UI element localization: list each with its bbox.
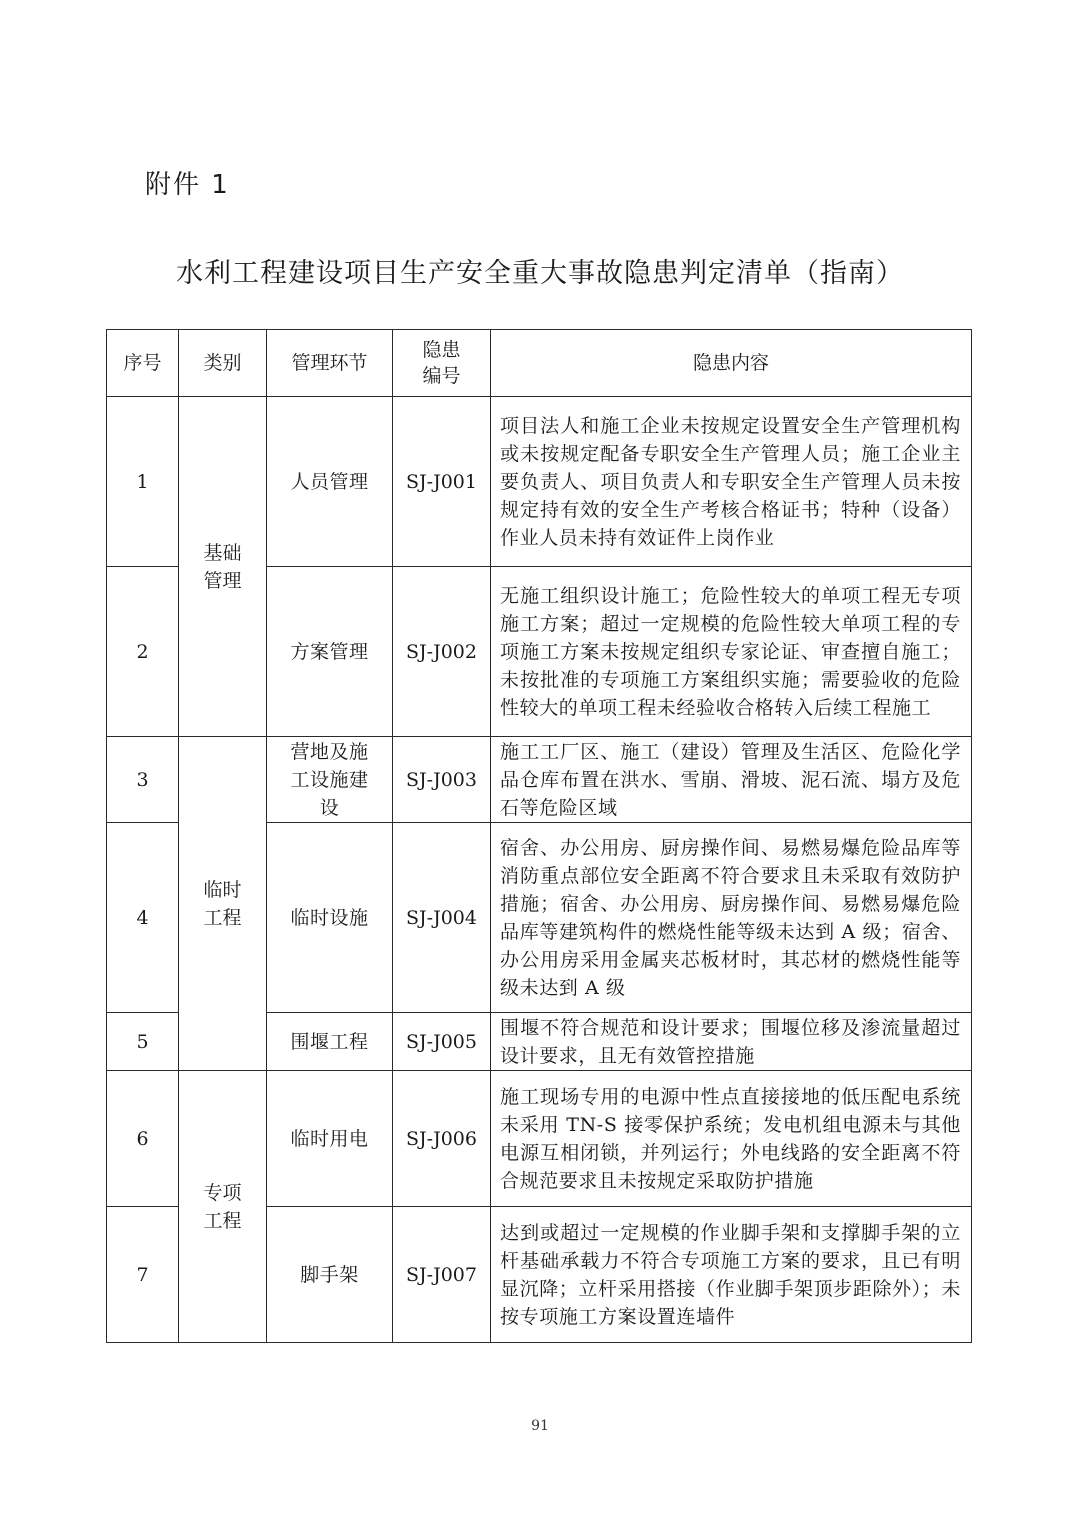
- header-code: [393, 330, 491, 397]
- row-code: SJ-J001: [393, 397, 491, 567]
- table-row: [107, 1071, 972, 1207]
- row-code: SJ-J005: [393, 1013, 491, 1071]
- row-no: 2: [107, 567, 179, 737]
- row-code: SJ-J002: [393, 567, 491, 737]
- header-no: 序号: [107, 330, 179, 397]
- row-code: SJ-J004: [393, 823, 491, 1013]
- row-code: SJ-J006: [393, 1071, 491, 1207]
- row-no: 6: [107, 1071, 179, 1207]
- row-content: 达到或超过一定规模的作业脚手架和支撑脚手架的立杆基础承载力不符合专项施工方案的要求，且已有明显沉降；立杆采用搭接（作业脚手架顶步距除外）；未按专项施工方案设置连墙件: [491, 1207, 972, 1343]
- table-row: [107, 397, 972, 567]
- row-no: 1: [107, 397, 179, 567]
- row-code: SJ-J003: [393, 737, 491, 823]
- table-header-row: [107, 330, 972, 397]
- row-content: 项目法人和施工企业未按规定设置安全生产管理机构或未按规定配备专职安全生产管理人员；施工企业主要负责人、项目负责人和专职安全生产管理人员未按规定持有效的安全生产考核合格证书；特种（设备）作业人员未持有效证件上岗作业: [491, 397, 972, 567]
- row-content: 施工现场专用的电源中性点直接接地的低压配电系统未采用 TN-S 接零保护系统；发电机组电源未与其他电源互相闭锁，并列运行；外电线路的安全距离不符合规范要求且未按规定采取防护措施: [491, 1071, 972, 1207]
- row-content: 宿舍、办公用房、厨房操作间、易燃易爆危险品库等消防重点部位安全距离不符合要求且未采取有效防护措施；宿舍、办公用房、厨房操作间、易燃易爆危险品库等建筑构件的燃烧性能等级未达到 A 级；宿舍、办公用房采用金属夹芯板材时，其芯材的燃烧性能等级未达到 A 级: [491, 823, 972, 1013]
- row-no: 4: [107, 823, 179, 1013]
- row-code: SJ-J007: [393, 1207, 491, 1343]
- header-stage: 管理环节: [267, 330, 393, 397]
- page-number: 91: [531, 1418, 549, 1434]
- category-label: 临时工程: [203, 878, 242, 929]
- row-stage: [267, 737, 393, 823]
- header-code-label: 隐患编号: [422, 339, 461, 387]
- row-stage: 方案管理: [267, 567, 393, 737]
- row-stage-label: 营地及施工设施建设: [290, 740, 369, 819]
- category-cell: [179, 397, 267, 737]
- attachment-label: 附件 1: [145, 170, 230, 200]
- row-content: 围堰不符合规范和设计要求；围堰位移及渗流量超过设计要求，且无有效管控措施: [491, 1013, 972, 1071]
- category-label: 专项工程: [203, 1181, 242, 1232]
- category-cell: [179, 737, 267, 1071]
- category-label: 基础管理: [203, 541, 242, 592]
- row-content: 无施工组织设计施工；危险性较大的单项工程无专项施工方案；超过一定规模的危险性较大单项工程的专项施工方案未按规定组织专家论证、审查擅自施工；未按批准的专项施工方案组织实施；需要验收的危险性较大的单项工程未经验收合格转入后续工程施工: [491, 567, 972, 737]
- row-stage: 人员管理: [267, 397, 393, 567]
- row-no: 7: [107, 1207, 179, 1343]
- row-stage: 临时设施: [267, 823, 393, 1013]
- row-stage: 脚手架: [267, 1207, 393, 1343]
- hazard-table: [106, 329, 972, 1343]
- row-no: 3: [107, 737, 179, 823]
- row-content: 施工工厂区、施工（建设）管理及生活区、危险化学品仓库布置在洪水、雪崩、滑坡、泥石流、塌方及危石等危险区域: [491, 737, 972, 823]
- row-stage: 围堰工程: [267, 1013, 393, 1071]
- header-content: 隐患内容: [491, 330, 972, 397]
- header-category: 类别: [179, 330, 267, 397]
- document-title: 水利工程建设项目生产安全重大事故隐患判定清单（指南）: [176, 258, 904, 289]
- row-no: 5: [107, 1013, 179, 1071]
- table-row: [107, 737, 972, 823]
- row-stage: 临时用电: [267, 1071, 393, 1207]
- category-cell: [179, 1071, 267, 1343]
